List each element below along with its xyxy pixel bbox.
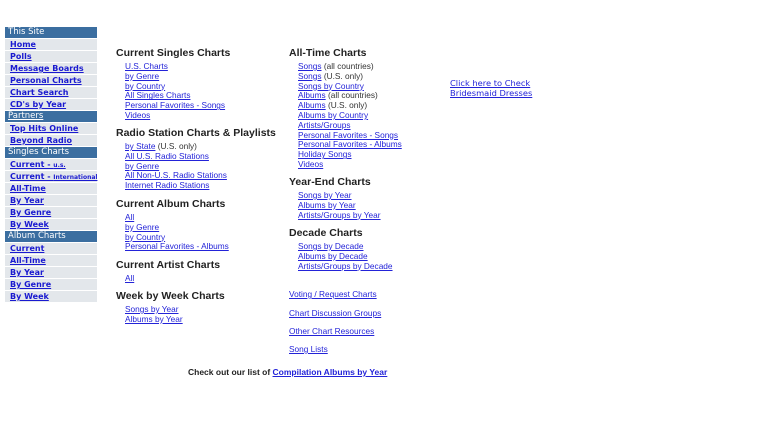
sidebar-item-personal-charts[interactable] <box>5 75 97 86</box>
link-artists-groups-by-year[interactable]: Artists/Groups by Year <box>298 209 381 220</box>
sidebar-item-polls[interactable] <box>5 51 97 62</box>
link-all-non-u-s-radio-stations[interactable]: All Non-U.S. Radio Stations <box>125 170 227 181</box>
link-albums[interactable]: Albums <box>298 100 326 111</box>
sidebar-link[interactable]: Current <box>10 244 45 253</box>
link-songs-by-year[interactable]: Songs by Year <box>125 304 179 314</box>
link-other-chart-resources[interactable]: Other Chart Resources <box>289 326 375 336</box>
sidebar-link[interactable]: By Year <box>10 196 44 205</box>
section-title: Year-End Charts <box>289 176 371 188</box>
sidebar-header-label[interactable]: Partners <box>8 111 44 121</box>
sidebar-link[interactable]: Chart Search <box>10 88 69 97</box>
link-by-genre[interactable]: by Genre <box>125 221 160 232</box>
link-artists-groups-by-decade[interactable]: Artists/Groups by Decade <box>298 260 393 271</box>
list-item <box>116 315 225 325</box>
sidebar-item-current-u-s[interactable] <box>5 159 97 170</box>
sidebar-header-label: Album Charts <box>8 231 66 241</box>
list-item <box>116 274 220 284</box>
sidebar-link[interactable]: By Genre <box>10 280 52 289</box>
link-by-genre[interactable]: by Genre <box>125 160 160 171</box>
link-personal-favorites-albums[interactable]: Personal Favorites - Albums <box>125 241 229 252</box>
link-songs-by-decade[interactable]: Songs by Decade <box>298 241 364 251</box>
link-u-s-charts[interactable]: U.S. Charts <box>125 61 168 71</box>
link-artists-groups[interactable]: Artists/Groups <box>298 119 351 130</box>
section-year-end-charts <box>289 176 381 220</box>
link-by-genre[interactable]: by Genre <box>125 70 160 81</box>
list-item <box>289 160 402 170</box>
sidebar-item-all-time[interactable] <box>5 183 97 194</box>
list-item <box>116 111 230 121</box>
sidebar-link[interactable]: By Year <box>10 268 44 277</box>
sidebar-link[interactable]: All-Time <box>10 184 46 193</box>
link-albums-by-year[interactable]: Albums by Year <box>298 199 356 210</box>
link-holiday-songs[interactable]: Holiday Songs <box>298 149 352 160</box>
section-title: Decade Charts <box>289 227 363 239</box>
link-note: (U.S. only) <box>155 141 197 151</box>
list-item <box>289 211 381 221</box>
sidebar-item-by-genre[interactable] <box>5 279 97 290</box>
sidebar-link[interactable]: Message Boards <box>10 64 84 73</box>
link-voting-request-charts[interactable]: Voting / Request Charts <box>289 289 377 299</box>
sidebar-item-by-year[interactable] <box>5 195 97 206</box>
link-all[interactable]: All <box>125 273 135 283</box>
link-internet-radio-stations[interactable]: Internet Radio Stations <box>125 180 210 191</box>
sidebar-link[interactable]: By Week <box>10 220 49 229</box>
sidebar-link[interactable]: Current - u.s. <box>10 160 66 169</box>
section-decade-charts <box>289 227 393 271</box>
link-albums-by-country[interactable]: Albums by Country <box>298 109 369 120</box>
link-song-lists[interactable]: Song Lists <box>289 344 328 354</box>
sidebar-item-chart-search[interactable] <box>5 87 97 98</box>
sidebar-link[interactable]: Beyond Radio <box>10 136 72 145</box>
sidebar-item-home[interactable] <box>5 39 97 50</box>
link-chart-discussion-groups[interactable]: Chart Discussion Groups <box>289 308 382 318</box>
list-item <box>116 181 276 191</box>
link-albums[interactable]: Albums <box>298 90 326 101</box>
link-albums-by-year[interactable]: Albums by Year <box>125 313 183 324</box>
sidebar-link[interactable]: By Week <box>10 292 49 301</box>
sidebar-item-by-genre[interactable] <box>5 207 97 218</box>
section-title: Radio Station Charts & Playlists <box>116 127 276 139</box>
link-by-country[interactable]: by Country <box>125 231 166 242</box>
section-title: Current Singles Charts <box>116 47 231 59</box>
link-videos[interactable]: Videos <box>125 109 151 120</box>
ad-link[interactable] <box>450 78 532 98</box>
link-albums-by-decade[interactable]: Albums by Decade <box>298 250 368 261</box>
link-note: (all countries) <box>321 61 374 71</box>
section-title: Current Album Charts <box>116 198 226 210</box>
section-current-artist-charts <box>116 259 220 284</box>
footer <box>188 367 387 377</box>
sidebar-item-by-week[interactable] <box>5 219 97 230</box>
sidebar-link[interactable]: Polls <box>10 52 32 61</box>
section-title: Current Artist Charts <box>116 259 221 271</box>
sidebar-header-singles-charts <box>5 147 97 158</box>
sidebar <box>5 27 97 303</box>
sidebar-header-partners[interactable] <box>5 111 97 122</box>
sidebar-item-all-time[interactable] <box>5 255 97 266</box>
link-personal-favorites-songs[interactable]: Personal Favorites - Songs <box>125 100 226 111</box>
compilation-albums-link[interactable]: Compilation Albums by Year <box>272 367 388 377</box>
sidebar-item-top-hits-online[interactable] <box>5 123 97 134</box>
section-current-album-charts <box>116 198 229 252</box>
sidebar-link[interactable]: Home <box>10 40 36 49</box>
sidebar-item-current[interactable] <box>5 243 97 254</box>
link-by-state[interactable]: by State <box>125 141 156 151</box>
section-radio-station-charts-playlists <box>116 127 276 191</box>
sidebar-link[interactable]: By Genre <box>10 208 52 217</box>
list-item <box>116 242 229 252</box>
section-current-singles-charts <box>116 47 230 121</box>
sidebar-link[interactable]: CD's by Year <box>10 100 67 109</box>
sidebar-item-message-boards[interactable] <box>5 63 97 74</box>
link-all-u-s-radio-stations[interactable]: All U.S. Radio Stations <box>125 150 209 161</box>
link-songs[interactable]: Songs <box>298 70 322 81</box>
sidebar-header-album-charts <box>5 231 97 242</box>
sidebar-header-this-site <box>5 27 97 38</box>
sidebar-item-by-year[interactable] <box>5 267 97 278</box>
footer-text: Check out our list of <box>188 367 273 377</box>
link-all[interactable]: All <box>125 212 135 222</box>
link-personal-favorites-albums[interactable]: Personal Favorites - Albums <box>298 139 402 150</box>
sidebar-link[interactable]: Top Hits Online <box>10 124 79 133</box>
sidebar-header-label: Singles Charts <box>8 147 70 157</box>
sidebar-item-current-international[interactable] <box>5 171 97 182</box>
section-week-by-week-charts <box>116 290 225 325</box>
sidebar-item-by-week[interactable] <box>5 291 97 302</box>
sidebar-link[interactable]: Personal Charts <box>10 76 82 85</box>
sidebar-header-label: This Site <box>8 27 45 37</box>
section-title: Week by Week Charts <box>116 290 225 302</box>
link-songs-by-year[interactable]: Songs by Year <box>298 190 352 200</box>
link-songs-by-country[interactable]: Songs by Country <box>298 80 364 91</box>
link-by-country[interactable]: by Country <box>125 80 166 91</box>
link-note: (all countries) <box>325 90 378 101</box>
link-songs[interactable]: Songs <box>298 61 322 71</box>
sidebar-link[interactable]: All-Time <box>10 256 46 265</box>
sidebar-link[interactable]: Current - International <box>10 172 98 181</box>
ad-link-line1[interactable]: Click here to Check <box>450 78 531 88</box>
link-videos[interactable]: Videos <box>298 158 324 169</box>
link-note: (U.S. only) <box>321 70 364 81</box>
list-item <box>289 262 393 272</box>
section-all-time-charts <box>289 47 402 170</box>
link-personal-favorites-songs[interactable]: Personal Favorites - Songs <box>298 129 399 140</box>
link-note: (U.S. only) <box>325 100 368 111</box>
sidebar-item-beyond-radio[interactable] <box>5 135 97 146</box>
sidebar-item-cd-s-by-year[interactable] <box>5 99 97 110</box>
section-title: All-Time Charts <box>289 47 367 59</box>
ad-link-line2[interactable]: Bridesmaid Dresses <box>450 88 533 98</box>
link-all-singles-charts[interactable]: All Singles Charts <box>125 90 191 101</box>
